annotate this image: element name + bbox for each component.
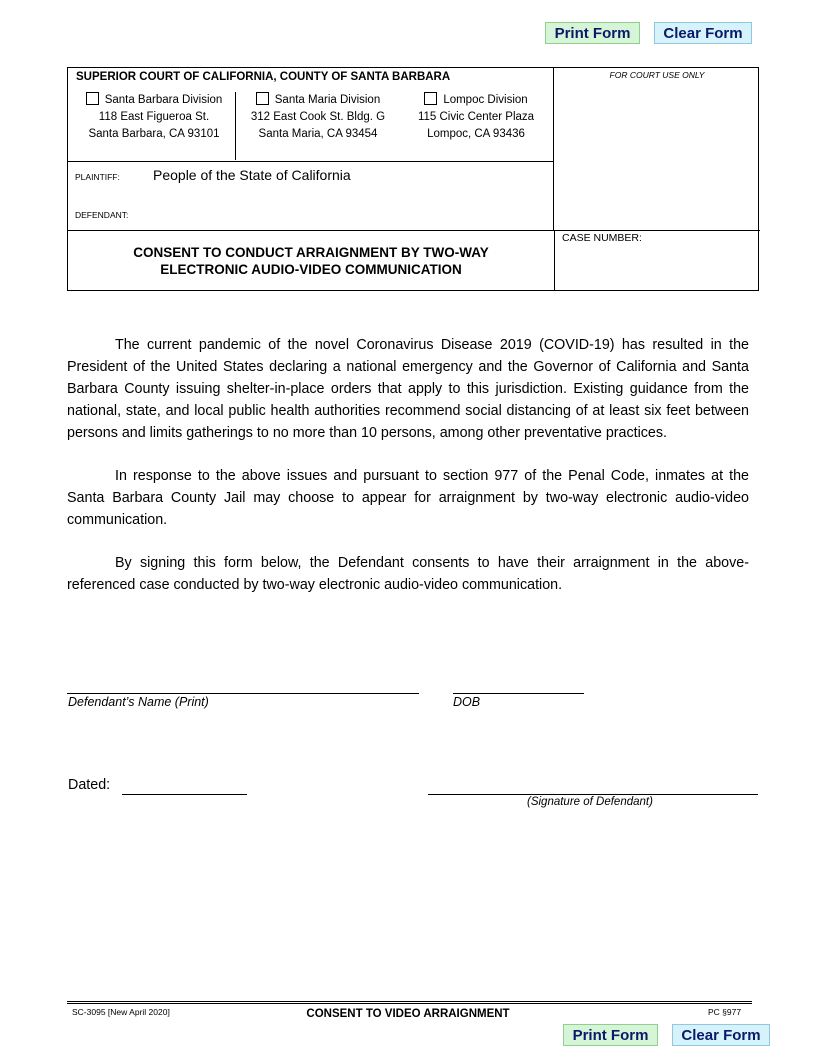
footer-rule (67, 1001, 752, 1002)
clear-form-button-bottom[interactable]: Clear Form (672, 1024, 770, 1046)
defendant-name-label: Defendant’s Name (Print) (68, 695, 209, 709)
division-name: Santa Maria Division (274, 94, 381, 106)
signature-label: (Signature of Defendant) (527, 796, 653, 808)
signature-line[interactable] (428, 794, 758, 795)
plaintiff-value[interactable]: People of the State of California (153, 167, 351, 183)
dob-line[interactable] (453, 693, 584, 694)
division-street: 118 East Figueroa St. (98, 111, 210, 123)
penal-code: PC §977 (708, 1007, 742, 1017)
defendant-name-line[interactable] (67, 693, 419, 694)
division-city: Santa Barbara, CA 93101 (88, 128, 220, 140)
checkbox-santa-barbara[interactable] (86, 92, 99, 105)
print-form-button-bottom[interactable]: Print Form (563, 1024, 658, 1046)
document-title (68, 244, 554, 278)
division-santa-maria (238, 92, 398, 160)
division-name: Santa Barbara Division (104, 94, 223, 106)
court-title: SUPERIOR COURT OF CALIFORNIA, COUNTY OF SANTA BARBARA (76, 71, 451, 83)
defendant-label: DEFENDANT: (75, 210, 129, 220)
dated-line[interactable] (122, 794, 247, 795)
division-name: Lompoc Division (443, 94, 528, 106)
caption-box (67, 67, 759, 291)
document-title-line2: ELECTRONIC AUDIO-VIDEO COMMUNICATION (160, 262, 462, 277)
court-use-label: FOR COURT USE ONLY (609, 70, 705, 80)
division-options (68, 92, 554, 160)
case-number-label: CASE NUMBER: (562, 232, 642, 244)
division-street: 312 East Cook St. Bldg. G (250, 111, 386, 123)
form-id: SC-3095 [New April 2020] (72, 1007, 170, 1017)
print-form-button-top[interactable]: Print Form (545, 22, 640, 44)
checkbox-santa-maria[interactable] (256, 92, 269, 105)
clear-form-button-top[interactable]: Clear Form (654, 22, 752, 44)
plaintiff-label: PLAINTIFF: (75, 172, 120, 182)
paragraph-response: In response to the above issues and pursuant to section 977 of the Penal Code, inmates at the Santa Barbara County Jail may choose to appear for arraignment by two-way electronic audio-video communication. (67, 468, 749, 528)
dob-label: DOB (453, 695, 481, 709)
dated-label: Dated: (68, 777, 111, 793)
document-title-line1: CONSENT TO CONDUCT ARRAIGNMENT BY TWO-WAY (133, 245, 489, 260)
court-section (68, 68, 554, 230)
division-city: Santa Maria, CA 93454 (258, 128, 378, 140)
paragraph-pandemic: The current pandemic of the novel Coronavirus Disease 2019 (COVID-19) has resulted in the President of the United States declaring a national emergency and the Governor of California and Santa Barbara County issuing shelter-in-place orders that apply to this jurisdiction. Existing guidance from the national, state, and local public health authorities recommend social distancing of at least six feet between persons and limits gatherings to no more than 10 persons, among other preventative practices. (67, 337, 749, 441)
division-santa-barbara (74, 92, 234, 160)
division-street: 115 Civic Center Plaza (417, 111, 535, 123)
checkbox-lompoc[interactable] (424, 92, 437, 105)
division-city: Lompoc, CA 93436 (427, 128, 525, 140)
paragraph-consent: By signing this form below, the Defendant consents to have their arraignment in the above-referenced case conducted by two-way electronic audio-video communication. (67, 555, 749, 593)
footer-title: CONSENT TO VIDEO ARRAIGNMENT (306, 1008, 510, 1020)
division-lompoc (401, 92, 551, 160)
